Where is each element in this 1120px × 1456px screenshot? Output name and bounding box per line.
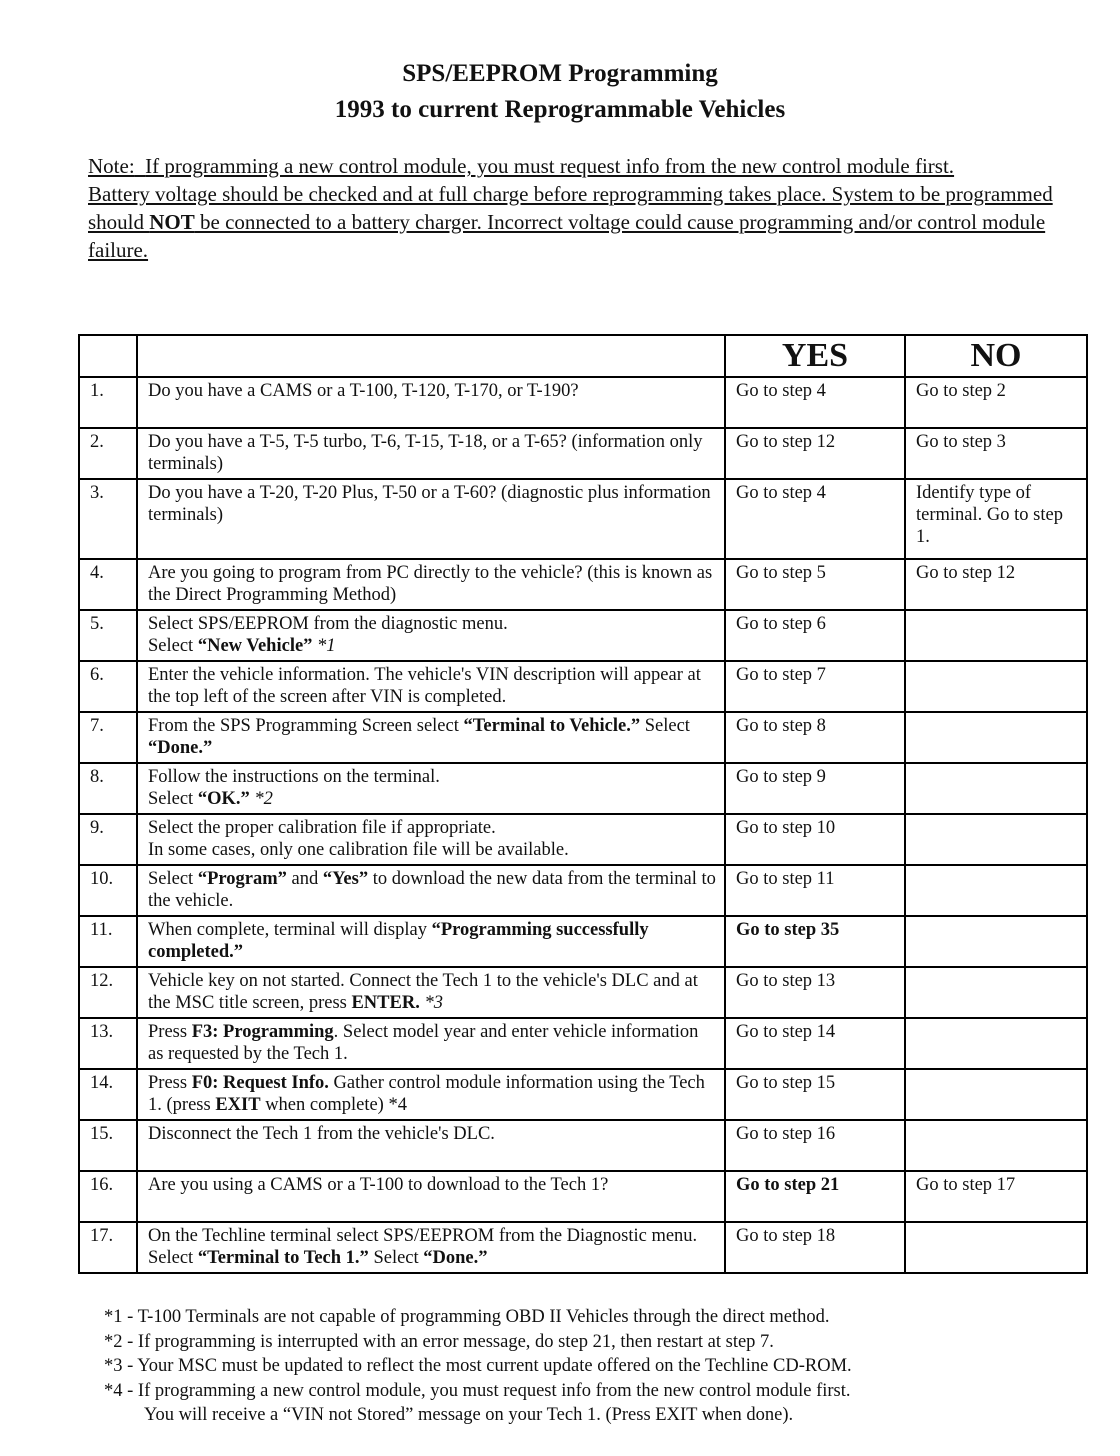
step-no: Go to step 2 <box>905 377 1087 428</box>
step-no <box>905 661 1087 712</box>
table-row <box>79 1120 1087 1171</box>
step-number: 9. <box>79 814 137 865</box>
step-text: From the SPS Programming Screen select <box>148 716 464 736</box>
step-question: Are you using a CAMS or a T-100 to download to the Tech 1? <box>137 1171 725 1222</box>
note-label: Note: <box>88 154 135 178</box>
step-number: 3. <box>79 479 137 559</box>
step-number: 6. <box>79 661 137 712</box>
step-text: . Select model year and enter vehicle information as requested by the Tech 1. <box>148 1022 699 1064</box>
step-text: Select <box>640 716 690 736</box>
document-subtitle: 1993 to current Reprogrammable Vehicles <box>334 96 786 123</box>
step-question <box>137 814 725 865</box>
footnote-ref: *1 <box>312 636 336 656</box>
step-yes: Go to step 12 <box>725 428 905 479</box>
step-text-bold: “Terminal to Tech 1.” <box>197 1248 369 1268</box>
footnote-ref: *2 <box>249 789 273 809</box>
step-text: Follow the instructions on the terminal. <box>148 767 440 787</box>
step-yes: Go to step 14 <box>725 1018 905 1069</box>
step-no <box>905 967 1087 1018</box>
note-block <box>88 152 1073 264</box>
step-no <box>905 1018 1087 1069</box>
step-no <box>905 814 1087 865</box>
table-row <box>79 661 1087 712</box>
footnote-4: *4 - If programming a new control module, you must request info from the new control module first. <box>104 1380 851 1401</box>
step-question: Disconnect the Tech 1 from the vehicle's DLC. <box>137 1120 725 1171</box>
note-text-1: If programming a new control module, you must request info from the new control module first. <box>145 154 955 178</box>
step-no <box>905 1222 1087 1273</box>
step-yes: Go to step 5 <box>725 559 905 610</box>
step-number: 12. <box>79 967 137 1018</box>
note-text-2c: be connected to a battery charger. Incorrect voltage could cause programming and/or control module failure. <box>88 210 1046 262</box>
step-number: 7. <box>79 712 137 763</box>
step-no <box>905 865 1087 916</box>
step-yes-bold: Go to step 35 <box>736 920 840 940</box>
step-no <box>905 916 1087 967</box>
table-row <box>79 1018 1087 1069</box>
step-text: Gather control module information using the Tech 1. (press <box>148 1073 705 1115</box>
table-row <box>79 377 1087 428</box>
table-row <box>79 428 1087 479</box>
note-line-1 <box>88 152 1073 180</box>
step-question: Do you have a CAMS or a T-100, T-120, T-170, or T-190? <box>137 377 725 428</box>
step-text-bold: “Done.” <box>148 738 213 758</box>
step-number: 17. <box>79 1222 137 1273</box>
step-text: Vehicle key on not started. Connect the Tech 1 to the vehicle's DLC and at the MSC title screen, press <box>148 971 698 1013</box>
step-question <box>137 916 725 967</box>
step-text-bold: “Program” <box>197 869 287 889</box>
step-no: Go to step 17 <box>905 1171 1087 1222</box>
step-text-bold: “Done.” <box>423 1248 488 1268</box>
step-text: Press <box>148 1022 192 1042</box>
table-row <box>79 967 1087 1018</box>
table-row <box>79 1069 1087 1120</box>
table-row <box>79 712 1087 763</box>
step-yes: Go to step 4 <box>725 479 905 559</box>
step-text: Select <box>148 636 198 656</box>
table-row <box>79 479 1087 559</box>
step-text-bold: “New Vehicle” <box>197 636 313 656</box>
step-yes: Go to step 9 <box>725 763 905 814</box>
step-question: Are you going to program from PC directly to the vehicle? (this is known as the Direct Programming Method) <box>137 559 725 610</box>
table-row <box>79 610 1087 661</box>
step-text: and <box>286 869 323 889</box>
step-number: 1. <box>79 377 137 428</box>
step-yes: Go to step 11 <box>725 865 905 916</box>
footnote-ref: *3 <box>419 993 443 1013</box>
footnote-4-continued: You will receive a “VIN not Stored” message on your Tech 1. (Press EXIT when done). <box>144 1405 794 1425</box>
step-no <box>905 712 1087 763</box>
step-no: Go to step 12 <box>905 559 1087 610</box>
document-title: SPS/EEPROM Programming <box>402 60 718 87</box>
step-number: 11. <box>79 916 137 967</box>
step-question: Enter the vehicle information. The vehicle's VIN description will appear at the top left of the screen after VIN is completed. <box>137 661 725 712</box>
table-row <box>79 1171 1087 1222</box>
step-text: to download the new data from the terminal to the vehicle. <box>148 869 716 911</box>
steps-table <box>78 334 1088 1274</box>
step-no <box>905 763 1087 814</box>
note-text-2b: NOT <box>149 210 195 234</box>
step-question: Do you have a T-5, T-5 turbo, T-6, T-15, T-18, or a T-65? (information only terminals) <box>137 428 725 479</box>
step-text: Select <box>148 789 198 809</box>
step-text: In some cases, only one calibration file will be available. <box>148 840 569 860</box>
step-text: Select <box>148 869 198 889</box>
step-question <box>137 610 725 661</box>
step-no <box>905 1120 1087 1171</box>
step-question <box>137 1069 725 1120</box>
step-yes <box>725 1171 905 1222</box>
step-number: 4. <box>79 559 137 610</box>
step-yes: Go to step 10 <box>725 814 905 865</box>
step-yes: Go to step 18 <box>725 1222 905 1273</box>
step-text-bold: “OK.” <box>197 789 250 809</box>
footnote-3: *3 - Your MSC must be updated to reflect the most current update offered on the Techline CD-ROM. <box>104 1356 852 1376</box>
step-text-bold: “Yes” <box>322 869 369 889</box>
step-number: 2. <box>79 428 137 479</box>
step-text: Select <box>368 1248 424 1268</box>
step-no <box>905 1069 1087 1120</box>
table-header-row <box>79 335 1087 377</box>
step-question <box>137 763 725 814</box>
note-text-2a: Battery voltage should be checked and at full charge before reprogramming takes place. System to be programmed should <box>88 182 1053 234</box>
step-number: 15. <box>79 1120 137 1171</box>
step-yes-bold: Go to step 21 <box>736 1175 840 1195</box>
step-text-bold: EXIT <box>215 1095 261 1115</box>
footnote-2: *2 - If programming is interrupted with an error message, do step 21, then restart at step 7. <box>104 1331 774 1352</box>
step-text: Select SPS/EEPROM from the diagnostic menu. <box>148 614 508 634</box>
step-question <box>137 967 725 1018</box>
step-question <box>137 865 725 916</box>
step-yes: Go to step 7 <box>725 661 905 712</box>
step-text-bold: F0: Request Info. <box>191 1073 329 1093</box>
header-yes: YES <box>725 335 905 377</box>
step-text-bold: “Programming successfully completed.” <box>148 920 649 962</box>
step-number: 16. <box>79 1171 137 1222</box>
step-yes: Go to step 4 <box>725 377 905 428</box>
step-number: 5. <box>79 610 137 661</box>
step-yes: Go to step 6 <box>725 610 905 661</box>
step-number: 8. <box>79 763 137 814</box>
note-line-2 <box>88 180 1073 264</box>
header-no: NO <box>905 335 1087 377</box>
step-question <box>137 1018 725 1069</box>
step-yes <box>725 916 905 967</box>
step-yes: Go to step 15 <box>725 1069 905 1120</box>
table-row <box>79 763 1087 814</box>
step-text: On the Techline terminal select SPS/EEPROM from the Diagnostic menu. Select <box>148 1226 698 1268</box>
header-question <box>137 335 725 377</box>
step-text: Select the proper calibration file if appropriate. <box>148 818 496 838</box>
table-row <box>79 916 1087 967</box>
step-yes: Go to step 16 <box>725 1120 905 1171</box>
step-no <box>905 610 1087 661</box>
step-text: when complete) *4 <box>260 1095 407 1115</box>
step-number: 10. <box>79 865 137 916</box>
step-text-bold: “Terminal to Vehicle.” <box>463 716 641 736</box>
step-number: 14. <box>79 1069 137 1120</box>
step-yes: Go to step 13 <box>725 967 905 1018</box>
footnote-1: *1 - T-100 Terminals are not capable of programming OBD II Vehicles through the direct method. <box>104 1307 830 1327</box>
step-text: When complete, terminal will display <box>148 920 432 940</box>
table-row <box>79 814 1087 865</box>
step-yes: Go to step 8 <box>725 712 905 763</box>
step-text-bold: ENTER. <box>351 993 420 1013</box>
header-num <box>79 335 137 377</box>
step-question <box>137 712 725 763</box>
step-question <box>137 1222 725 1273</box>
step-no: Go to step 3 <box>905 428 1087 479</box>
step-question: Do you have a T-20, T-20 Plus, T-50 or a T-60? (diagnostic plus information terminals) <box>137 479 725 559</box>
table-row <box>79 1222 1087 1273</box>
table-row <box>79 865 1087 916</box>
step-text: Press <box>148 1073 192 1093</box>
step-no: Identify type of terminal. Go to step 1. <box>905 479 1087 559</box>
step-text-bold: F3: Programming <box>191 1022 334 1042</box>
footnotes <box>104 1305 1104 1428</box>
step-number: 13. <box>79 1018 137 1069</box>
table-row <box>79 559 1087 610</box>
